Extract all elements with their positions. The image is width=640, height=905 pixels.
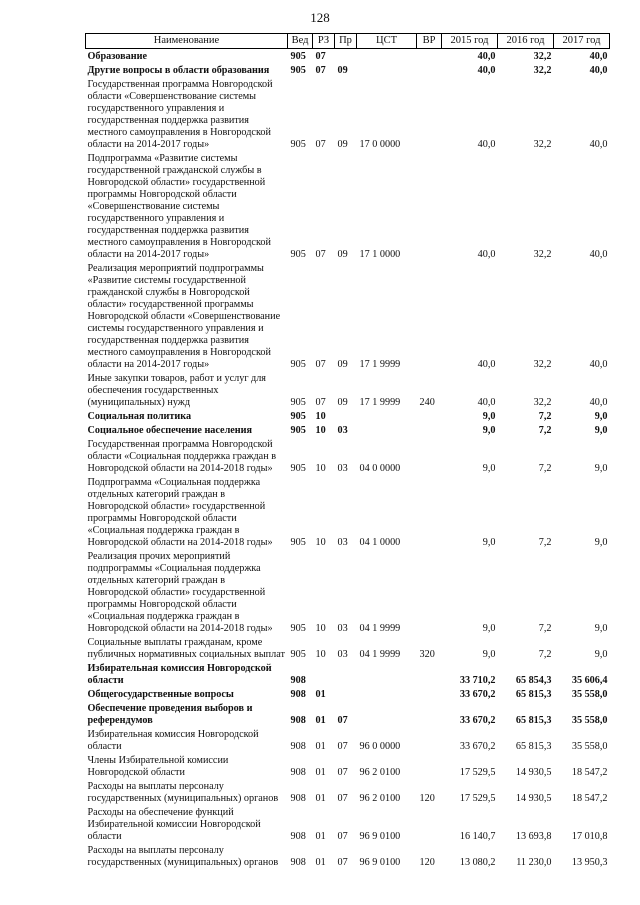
row-pr: 07 xyxy=(337,831,348,842)
header-pr: Пр xyxy=(335,34,357,49)
row-vr xyxy=(417,549,442,635)
row-cst: 96 0 0000 xyxy=(359,741,401,752)
row-vr xyxy=(417,701,442,727)
row-cst: 17 1 9999 xyxy=(359,397,401,408)
row-rz: 07 xyxy=(315,51,326,62)
row-ved: 905 xyxy=(290,623,306,634)
row-rz: 01 xyxy=(315,689,326,700)
row-vr xyxy=(417,423,442,437)
row-rz: 01 xyxy=(315,715,326,726)
row-cst xyxy=(357,409,417,423)
row-value-2017: 9,0 xyxy=(594,623,608,634)
row-cst: 17 1 0000 xyxy=(359,249,401,260)
row-value-2017: 35 558,0 xyxy=(571,715,608,726)
table-row xyxy=(86,423,610,437)
row-ved: 905 xyxy=(290,139,306,150)
row-value-2017: 18 547,2 xyxy=(571,793,608,804)
row-ved: 908 xyxy=(290,793,306,804)
row-vr xyxy=(417,63,442,77)
row-pr: 09 xyxy=(337,139,348,150)
row-pr: 03 xyxy=(337,425,348,436)
table-row xyxy=(86,635,610,661)
row-value-2017: 9,0 xyxy=(594,537,608,548)
table-row xyxy=(86,261,610,371)
row-name: Государственная программа Новгородской области «Социальная поддержка граждан в Новгородской области на 2014-2018 годы» xyxy=(87,439,277,474)
row-value-2015: 17 529,5 xyxy=(459,793,496,804)
row-pr: 07 xyxy=(337,741,348,752)
row-name: Избирательная комиссия Новгородской области xyxy=(87,663,272,686)
row-value-2017: 9,0 xyxy=(594,411,608,422)
row-ved: 908 xyxy=(290,767,306,778)
row-value-2015: 9,0 xyxy=(482,425,496,436)
row-pr: 09 xyxy=(337,249,348,260)
row-rz: 01 xyxy=(315,857,326,868)
row-value-2016: 14 930,5 xyxy=(515,793,552,804)
row-rz: 10 xyxy=(315,463,326,474)
row-vr xyxy=(417,437,442,475)
row-value-2016: 65 815,3 xyxy=(515,715,552,726)
row-name: Другие вопросы в области образования xyxy=(87,65,270,76)
row-pr xyxy=(335,661,357,687)
row-pr: 09 xyxy=(337,359,348,370)
budget-table xyxy=(85,33,610,869)
row-cst: 96 2 0100 xyxy=(359,767,401,778)
row-cst xyxy=(357,423,417,437)
row-name: Образование xyxy=(87,51,148,62)
row-value-2016: 7,2 xyxy=(538,649,552,660)
row-value-2015: 9,0 xyxy=(482,649,496,660)
row-cst xyxy=(357,687,417,701)
row-value-2016: 7,2 xyxy=(538,463,552,474)
row-value-2015: 33 670,2 xyxy=(459,689,496,700)
table-row xyxy=(86,151,610,261)
row-name: Избирательная комиссия Новгородской области xyxy=(87,729,259,752)
table-row xyxy=(86,779,610,805)
row-value-2016: 7,2 xyxy=(538,537,552,548)
row-rz: 07 xyxy=(315,397,326,408)
row-value-2015: 40,0 xyxy=(477,139,496,150)
row-ved: 905 xyxy=(290,359,306,370)
row-value-2016: 11 230,0 xyxy=(516,857,552,868)
row-value-2015: 40,0 xyxy=(477,51,496,62)
row-rz: 01 xyxy=(315,767,326,778)
row-name: Общегосударственные вопросы xyxy=(87,689,234,700)
row-value-2017: 40,0 xyxy=(589,397,608,408)
row-value-2016: 32,2 xyxy=(533,397,552,408)
table-row xyxy=(86,409,610,423)
table-row xyxy=(86,437,610,475)
table-row xyxy=(86,549,610,635)
row-value-2015: 33 670,2 xyxy=(459,715,496,726)
header-ved: Вед xyxy=(288,34,313,49)
header-2016: 2016 год xyxy=(498,34,554,49)
table-row xyxy=(86,475,610,549)
row-value-2016: 65 854,3 xyxy=(515,675,552,686)
table-row xyxy=(86,843,610,869)
row-value-2015: 40,0 xyxy=(477,249,496,260)
row-value-2017: 9,0 xyxy=(594,649,608,660)
table-row xyxy=(86,63,610,77)
row-value-2016: 32,2 xyxy=(533,51,552,62)
row-name: Реализация прочих мероприятий подпрограммы «Социальная поддержка отдельных категорий граждан в Новгородской области» государственной программы Новгородской области «Социальная поддержка граждан в Новгородской области на 2014-2018 годы» xyxy=(87,551,273,634)
table-row xyxy=(86,371,610,409)
row-vr xyxy=(417,409,442,423)
row-rz: 10 xyxy=(315,623,326,634)
row-pr xyxy=(335,49,357,64)
row-value-2015: 33 670,2 xyxy=(459,741,496,752)
row-name: Государственная программа Новгородской области «Совершенствование системы государственного управления и государственная поддержка развития местного самоуправления в Новгородской области на 2014-2017 годы» xyxy=(87,79,273,150)
header-2015: 2015 год xyxy=(442,34,498,49)
row-name: Подпрограмма «Социальная поддержка отдельных категорий граждан в Новгородской области» государственной программы Новгородской области «Социальная поддержка граждан в Новгородской области на 2014-2018 годы» xyxy=(87,477,273,548)
row-ved: 908 xyxy=(290,689,306,700)
row-ved: 908 xyxy=(290,715,306,726)
row-ved: 905 xyxy=(290,425,306,436)
row-rz: 07 xyxy=(315,249,326,260)
row-value-2016: 13 693,8 xyxy=(515,831,552,842)
row-name: Расходы на выплаты персоналу государственных (муниципальных) органов xyxy=(87,781,279,804)
row-pr: 03 xyxy=(337,463,348,474)
row-vr xyxy=(417,805,442,843)
header-2017: 2017 год xyxy=(554,34,610,49)
row-cst xyxy=(357,49,417,64)
row-vr: 320 xyxy=(419,649,435,660)
table-header-row xyxy=(86,34,610,49)
row-pr xyxy=(335,409,357,423)
header-name: Наименование xyxy=(86,34,288,49)
row-cst xyxy=(357,63,417,77)
row-ved: 905 xyxy=(290,65,306,76)
row-vr: 120 xyxy=(419,793,435,804)
row-ved: 908 xyxy=(290,741,306,752)
row-value-2017: 40,0 xyxy=(589,65,608,76)
row-ved: 905 xyxy=(290,249,306,260)
row-value-2016: 32,2 xyxy=(533,65,552,76)
row-pr: 09 xyxy=(337,65,348,76)
row-value-2015: 40,0 xyxy=(477,397,496,408)
table-row xyxy=(86,49,610,64)
row-value-2017: 35 606,4 xyxy=(571,675,608,686)
row-pr xyxy=(335,687,357,701)
row-rz xyxy=(313,661,335,687)
row-vr xyxy=(417,475,442,549)
table-row xyxy=(86,77,610,151)
row-rz: 10 xyxy=(315,649,326,660)
row-vr: 120 xyxy=(419,857,435,868)
row-name: Социальная политика xyxy=(87,411,192,422)
row-name: Иные закупки товаров, работ и услуг для обеспечения государственных (муниципальных) нужд xyxy=(87,373,266,408)
row-value-2017: 40,0 xyxy=(589,51,608,62)
row-value-2015: 9,0 xyxy=(482,623,496,634)
row-cst: 04 1 0000 xyxy=(359,537,401,548)
row-value-2016: 7,2 xyxy=(538,411,552,422)
row-cst: 17 0 0000 xyxy=(359,139,401,150)
row-ved: 908 xyxy=(290,675,306,686)
row-pr: 03 xyxy=(337,537,348,548)
table-row xyxy=(86,805,610,843)
row-ved: 905 xyxy=(290,537,306,548)
header-cst: ЦСТ xyxy=(357,34,417,49)
row-value-2017: 40,0 xyxy=(589,139,608,150)
row-value-2015: 40,0 xyxy=(477,359,496,370)
header-rz: РЗ xyxy=(313,34,335,49)
row-value-2016: 14 930,5 xyxy=(515,767,552,778)
row-pr: 03 xyxy=(337,623,348,634)
row-value-2016: 7,2 xyxy=(538,623,552,634)
row-pr: 09 xyxy=(337,397,348,408)
row-rz: 07 xyxy=(315,65,326,76)
row-value-2016: 32,2 xyxy=(533,359,552,370)
row-rz: 01 xyxy=(315,831,326,842)
row-vr xyxy=(417,661,442,687)
row-value-2015: 17 529,5 xyxy=(459,767,496,778)
row-value-2017: 35 558,0 xyxy=(571,741,608,752)
row-value-2017: 9,0 xyxy=(594,463,608,474)
row-name: Социальные выплаты гражданам, кроме публичных нормативных социальных выплат xyxy=(87,637,285,660)
row-pr: 07 xyxy=(337,767,348,778)
table-row xyxy=(86,661,610,687)
row-cst: 17 1 9999 xyxy=(359,359,401,370)
row-rz: 10 xyxy=(315,411,326,422)
row-vr xyxy=(417,687,442,701)
row-ved: 908 xyxy=(290,857,306,868)
table-row xyxy=(86,701,610,727)
row-rz: 10 xyxy=(315,537,326,548)
row-ved: 908 xyxy=(290,831,306,842)
row-name: Члены Избирательной комиссии Новгородской области xyxy=(87,755,229,778)
row-vr xyxy=(417,727,442,753)
row-value-2015: 16 140,7 xyxy=(459,831,496,842)
table-row xyxy=(86,727,610,753)
row-ved: 905 xyxy=(290,463,306,474)
row-vr xyxy=(417,49,442,64)
row-rz: 07 xyxy=(315,139,326,150)
row-rz: 10 xyxy=(315,425,326,436)
row-name: Расходы на обеспечение функций Избирательной комиссии Новгородской области xyxy=(87,807,261,842)
row-value-2017: 13 950,3 xyxy=(571,857,608,868)
row-vr xyxy=(417,77,442,151)
row-name: Реализация мероприятий подпрограммы «Развитие системы государственной гражданской службы в Новгородской области» государственной программы Новгородской области «Совершенствование системы государственного управления и государственная поддержка развития местного самоуправления в Новгородской области на 2014-2017 годы» xyxy=(87,263,281,370)
row-value-2017: 18 547,2 xyxy=(571,767,608,778)
row-rz: 01 xyxy=(315,793,326,804)
row-ved: 905 xyxy=(290,51,306,62)
row-value-2016: 65 815,3 xyxy=(515,689,552,700)
row-value-2015: 9,0 xyxy=(482,411,496,422)
row-cst: 96 9 0100 xyxy=(359,857,401,868)
row-pr: 07 xyxy=(337,715,348,726)
row-pr: 03 xyxy=(337,649,348,660)
row-cst: 04 1 9999 xyxy=(359,649,401,660)
row-value-2016: 65 815,3 xyxy=(515,741,552,752)
row-ved: 905 xyxy=(290,649,306,660)
row-rz: 01 xyxy=(315,741,326,752)
row-value-2015: 33 710,2 xyxy=(459,675,496,686)
row-name: Подпрограмма «Развитие системы государственной гражданской службы в Новгородской области» государственной программы Новгородской области «Совершенствование системы государственного управления и государственная поддержка развития местного самоуправления в Новгородской области на 2014-2017 годы» xyxy=(87,153,271,260)
page-number: 128 xyxy=(310,10,330,25)
row-value-2016: 32,2 xyxy=(533,139,552,150)
row-rz: 07 xyxy=(315,359,326,370)
row-ved: 905 xyxy=(290,397,306,408)
row-value-2016: 32,2 xyxy=(533,249,552,260)
row-cst xyxy=(357,661,417,687)
row-value-2017: 35 558,0 xyxy=(571,689,608,700)
table-row xyxy=(86,753,610,779)
row-value-2017: 40,0 xyxy=(589,249,608,260)
row-value-2017: 9,0 xyxy=(594,425,608,436)
row-cst: 04 1 9999 xyxy=(359,623,401,634)
table-row xyxy=(86,687,610,701)
row-vr xyxy=(417,151,442,261)
row-value-2016: 7,2 xyxy=(538,425,552,436)
row-value-2015: 13 080,2 xyxy=(459,857,496,868)
row-value-2017: 17 010,8 xyxy=(571,831,608,842)
row-ved: 905 xyxy=(290,411,306,422)
row-vr xyxy=(417,261,442,371)
row-value-2017: 40,0 xyxy=(589,359,608,370)
row-name: Обеспечение проведения выборов и референдумов xyxy=(87,703,253,726)
row-name: Социальное обеспечение населения xyxy=(87,425,253,436)
row-cst: 96 9 0100 xyxy=(359,831,401,842)
row-vr: 240 xyxy=(419,397,435,408)
table-body xyxy=(86,49,610,870)
row-cst: 96 2 0100 xyxy=(359,793,401,804)
row-value-2015: 9,0 xyxy=(482,463,496,474)
row-value-2015: 9,0 xyxy=(482,537,496,548)
row-pr: 07 xyxy=(337,793,348,804)
row-vr xyxy=(417,753,442,779)
row-value-2015: 40,0 xyxy=(477,65,496,76)
row-cst: 04 0 0000 xyxy=(359,463,401,474)
row-pr: 07 xyxy=(337,857,348,868)
row-name: Расходы на выплаты персоналу государственных (муниципальных) органов xyxy=(87,845,279,868)
row-cst xyxy=(357,701,417,727)
header-vr: ВР xyxy=(417,34,442,49)
